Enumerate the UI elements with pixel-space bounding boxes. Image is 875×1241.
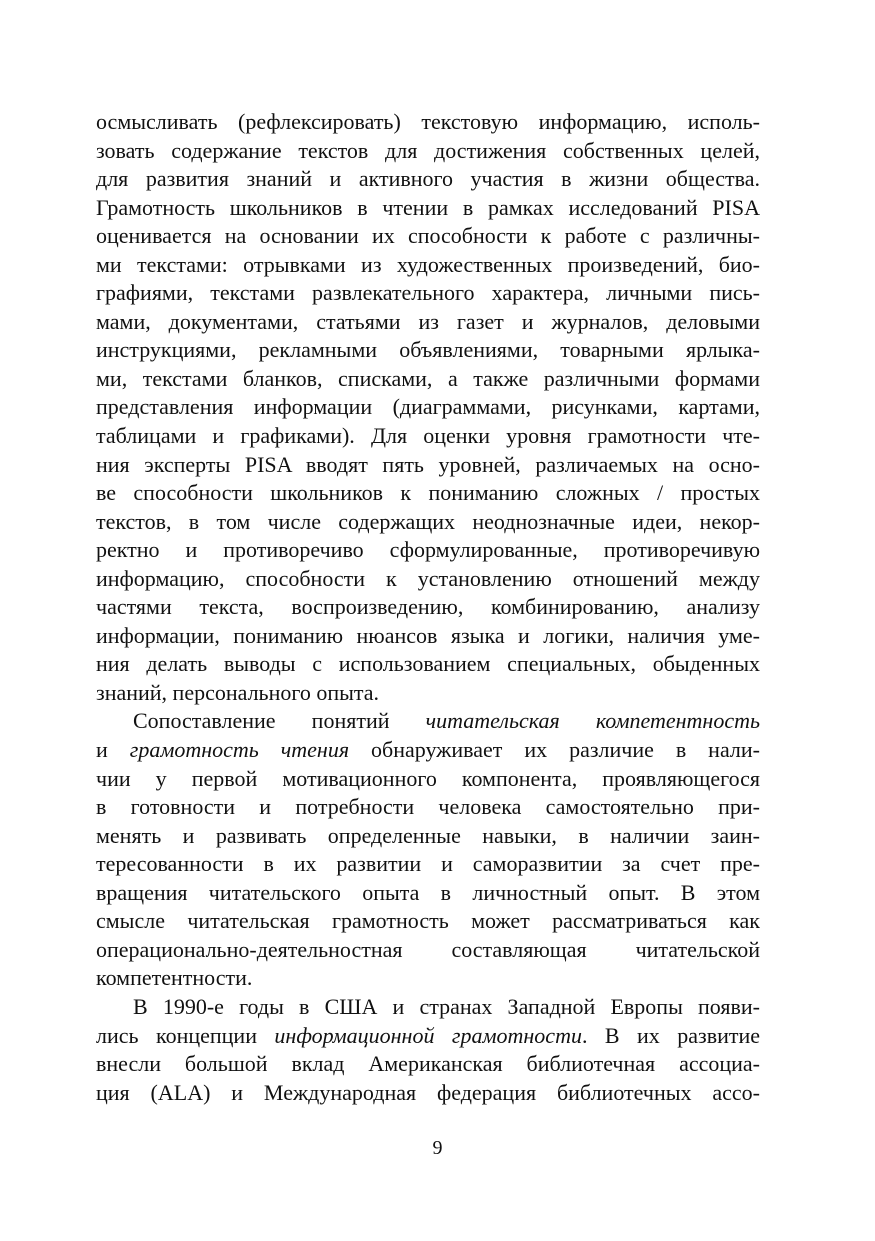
text-run: смысле читательская грамотность может рассматриваться как: [96, 908, 760, 934]
text-line: [96, 679, 760, 708]
text-line: [96, 936, 760, 965]
text-line: [96, 593, 760, 622]
text-run: информацию, способности к установлению отношений между: [96, 565, 760, 591]
paragraph-2: [96, 707, 760, 992]
text-run: ми текстами: отрывками из художественных произведений, био-: [96, 251, 760, 277]
text-run: В 1990-е годы в США и странах Западной Европы появи-: [133, 993, 760, 1019]
text-line: [96, 365, 760, 394]
text-line: [96, 879, 760, 908]
text-run: информации, пониманию нюансов языка и логики, наличия уме-: [96, 622, 760, 648]
text-run: осмысливать (рефлексировать) текстовую информацию, исполь-: [96, 109, 760, 134]
text-run: лись концепции: [96, 1022, 275, 1048]
text-line: [96, 108, 760, 137]
text-line: [96, 137, 760, 166]
text-run: операционально-деятельностная составляющая читательской: [96, 936, 760, 962]
text-line: [96, 907, 760, 936]
text-run: мами, документами, статьями из газет и журналов, деловыми: [96, 308, 760, 334]
text-line: [96, 1022, 760, 1051]
text-run: графиями, текстами развлекательного характера, личными пись-: [96, 280, 760, 306]
text-line: [96, 793, 760, 822]
text-line: [96, 993, 760, 1022]
text-line: [96, 336, 760, 365]
italic-term: грамотность чтения: [129, 737, 350, 763]
italic-term: читательская компетентность: [425, 708, 760, 734]
text-line: [96, 451, 760, 480]
text-run: ми, текстами бланков, списками, а также различными формами: [96, 365, 760, 391]
text-run: для развития знаний и активного участия в жизни общества.: [96, 166, 760, 192]
text-line: [96, 194, 760, 223]
text-line: [96, 422, 760, 451]
text-line: [96, 650, 760, 679]
text-line: [96, 251, 760, 280]
text-run: ректно и противоречиво сформулированные, противоречивую: [96, 537, 760, 563]
text-line: [96, 1079, 760, 1108]
text-line: [96, 508, 760, 537]
text-run: в готовности и потребности человека самостоятельно при-: [96, 794, 760, 820]
text-run: зовать содержание текстов для достижения собственных целей,: [96, 137, 760, 163]
text-run: инструкциями, рекламными объявлениями, товарными ярлыка-: [96, 337, 760, 363]
text-line: [96, 165, 760, 194]
text-line: [96, 765, 760, 794]
text-line: [96, 736, 760, 765]
text-run: представления информации (диаграммами, рисунками, картами,: [96, 394, 760, 420]
text-run: ция (ALA) и Международная федерация библиотечных ассо-: [96, 1079, 760, 1105]
text-run: таблицами и графиками). Для оценки уровня грамотности чте-: [96, 423, 760, 449]
text-line: [96, 393, 760, 422]
italic-term: информационной грамотности: [274, 1022, 582, 1048]
text-run: Сопоставление понятий: [133, 708, 426, 734]
page-number: 9: [432, 1137, 443, 1159]
text-run: и: [96, 737, 130, 763]
text-run: текстов, в том числе содержащих неоднозначные идеи, некор-: [96, 508, 760, 534]
text-line: [96, 536, 760, 565]
text-run: обнаруживает их различие в нали-: [349, 737, 760, 763]
text-line: [96, 707, 760, 736]
text-line: [96, 622, 760, 651]
paragraph-3: [96, 993, 760, 1107]
text-line: [96, 279, 760, 308]
text-line: [96, 822, 760, 851]
text-run: оценивается на основании их способности к работе с различны-: [96, 223, 760, 249]
text-line: [96, 308, 760, 337]
text-run: ния делать выводы с использованием специальных, обыденных: [96, 651, 760, 677]
text-line: [96, 565, 760, 594]
text-run: . В их развитие: [581, 1022, 760, 1048]
body-text: [96, 108, 760, 1107]
text-run: компетентности.: [96, 965, 253, 991]
text-run: ве способности школьников к пониманию сложных / простых: [96, 480, 760, 506]
paragraph-1: [96, 108, 760, 707]
text-run: внесли большой вклад Американская библиотечная ассоциа-: [96, 1051, 760, 1077]
text-run: знаний, персонального опыта.: [96, 679, 380, 705]
text-line: [96, 850, 760, 879]
text-run: ния эксперты PISA вводят пять уровней, различаемых на осно-: [96, 451, 760, 477]
text-run: Грамотность школьников в чтении в рамках исследований PISA: [96, 194, 760, 220]
text-run: менять и развивать определенные навыки, в наличии заин-: [96, 822, 760, 848]
text-line: [96, 964, 760, 993]
text-run: вращения читательского опыта в личностный опыт. В этом: [96, 879, 760, 905]
text-line: [96, 222, 760, 251]
text-run: тересованности в их развитии и саморазвитии за счет пре-: [96, 851, 760, 877]
text-run: чии у первой мотивационного компонента, проявляющегося: [96, 765, 760, 791]
text-line: [96, 479, 760, 508]
text-line: [96, 1050, 760, 1079]
text-run: частями текста, воспроизведению, комбинированию, анализу: [96, 594, 760, 620]
